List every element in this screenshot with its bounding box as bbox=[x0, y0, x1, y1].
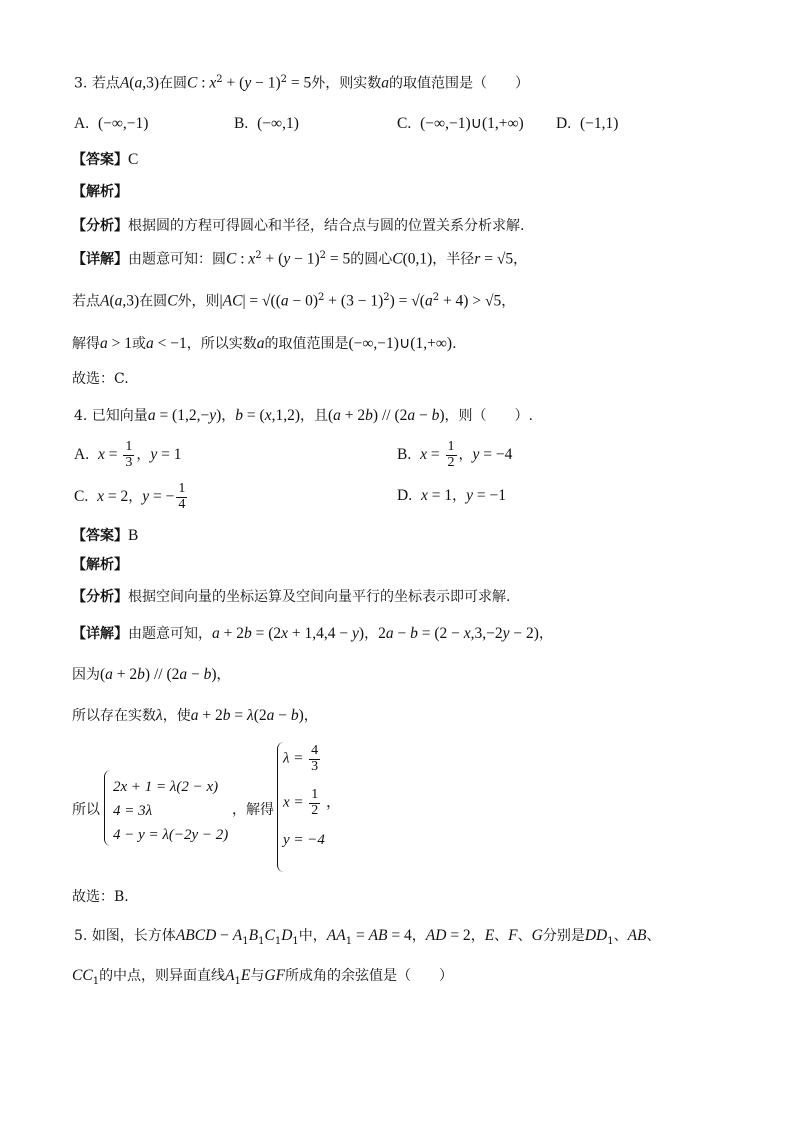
q4-fenxi: 【分析】根据空间向量的坐标运算及空间向量平行的坐标表示即可求解. bbox=[72, 589, 511, 605]
q5-stem-line1: 5. 如图，长方体ABCD − $A_1B_1C_1D_1$中，$AA_1$ = AB = 4，AD = 2，E、F、G分别是$DD_1$、AB、 bbox=[74, 927, 661, 947]
q4-option-c: C. x = 2，y = − $\frac{1}{4}$ bbox=[74, 481, 186, 512]
q4-xiangjie-line4-solve: ，解得 bbox=[232, 802, 274, 818]
q5-stem-line2: $CC_1$的中点，则异面直线$A_1E$与GF所成角的余弦值是（ ） bbox=[72, 967, 454, 987]
q3-xiangjie-line3: 解得a > 1或a < −1，所以实数a的取值范围是(−∞,−1)∪(1,+∞). bbox=[72, 335, 457, 352]
q4-answer: 【答案】B bbox=[72, 527, 139, 544]
equation-system-2: λ = $\frac{4}{3}$ x = $\frac{1}{2}$ ， y = −4 bbox=[283, 743, 342, 848]
q4-analysis-tag: 【解析】 bbox=[72, 557, 128, 573]
left-brace-1 bbox=[104, 770, 111, 846]
q4-choice: 故选：B. bbox=[72, 889, 129, 905]
q3-xiangjie-line1: 【详解】由题意可知：圆C : $x^2 + (y - 1)^2 = 5$的圆心C(0,1)，半径r = √5， bbox=[72, 250, 528, 268]
equation-system-1: 2x + 1 = λ(2 − x) 4 = 3λ 4 − y = λ(−2y − 2) bbox=[113, 779, 229, 843]
q3-option-b: B. (−∞,1) bbox=[234, 115, 299, 132]
q3-stem: 3. 若点A(a,3)在圆C : $x^2 + (y - 1)^2 = 5$外，则实数a的取值范围是（ ） bbox=[74, 74, 529, 92]
q4-xiangjie-line2: 因为(a + 2b) // (2a − b)， bbox=[72, 666, 231, 683]
q3-option-a: A. (−∞,−1) bbox=[74, 115, 149, 132]
q3-option-d: D. (−1,1) bbox=[556, 115, 619, 132]
q3-answer: 【答案】C bbox=[72, 151, 139, 168]
q4-xiangjie-line1: 【详解】由题意可知，a + 2b = (2x + 1,4,4 − y)，2a − b = (2 − x,3,−2y − 2)， bbox=[72, 625, 553, 642]
q3-number: 3. bbox=[74, 75, 88, 92]
q3-fenxi: 【分析】根据圆的方程可得圆心和半径，结合点与圆的位置关系分析求解. bbox=[72, 218, 525, 234]
q3-xiangjie-line2: 若点A(a,3)在圆C外，则$|AC| = √((a - 0)^2 + (3 - 1)^2) = √(a^2 + 4) > √5$， bbox=[72, 292, 516, 310]
q4-option-b: B. x = $\frac{1}{2}$ ，y = −4 bbox=[397, 439, 513, 470]
q4-option-d: D. x = 1，y = −1 bbox=[397, 487, 506, 504]
q3-option-c: C. (−∞,−1)∪(1,+∞) bbox=[397, 115, 524, 132]
q4-stem: 4. 已知向量a = (1,2,−y)，b = (x,1,2)，且(a + 2b) // (2a − b)，则（ ）. bbox=[74, 407, 533, 424]
q4-option-a: A. x = $\frac{1}{3}$ ，y = 1 bbox=[74, 439, 182, 470]
q4-xiangjie-line3: 所以存在实数λ，使a + 2b = λ(2a − b)， bbox=[72, 707, 318, 724]
q4-xiangjie-line4-label: 所以 bbox=[72, 802, 100, 818]
q3-choice: 故选：C. bbox=[72, 371, 129, 387]
q3-analysis-tag: 【解析】 bbox=[72, 184, 128, 200]
